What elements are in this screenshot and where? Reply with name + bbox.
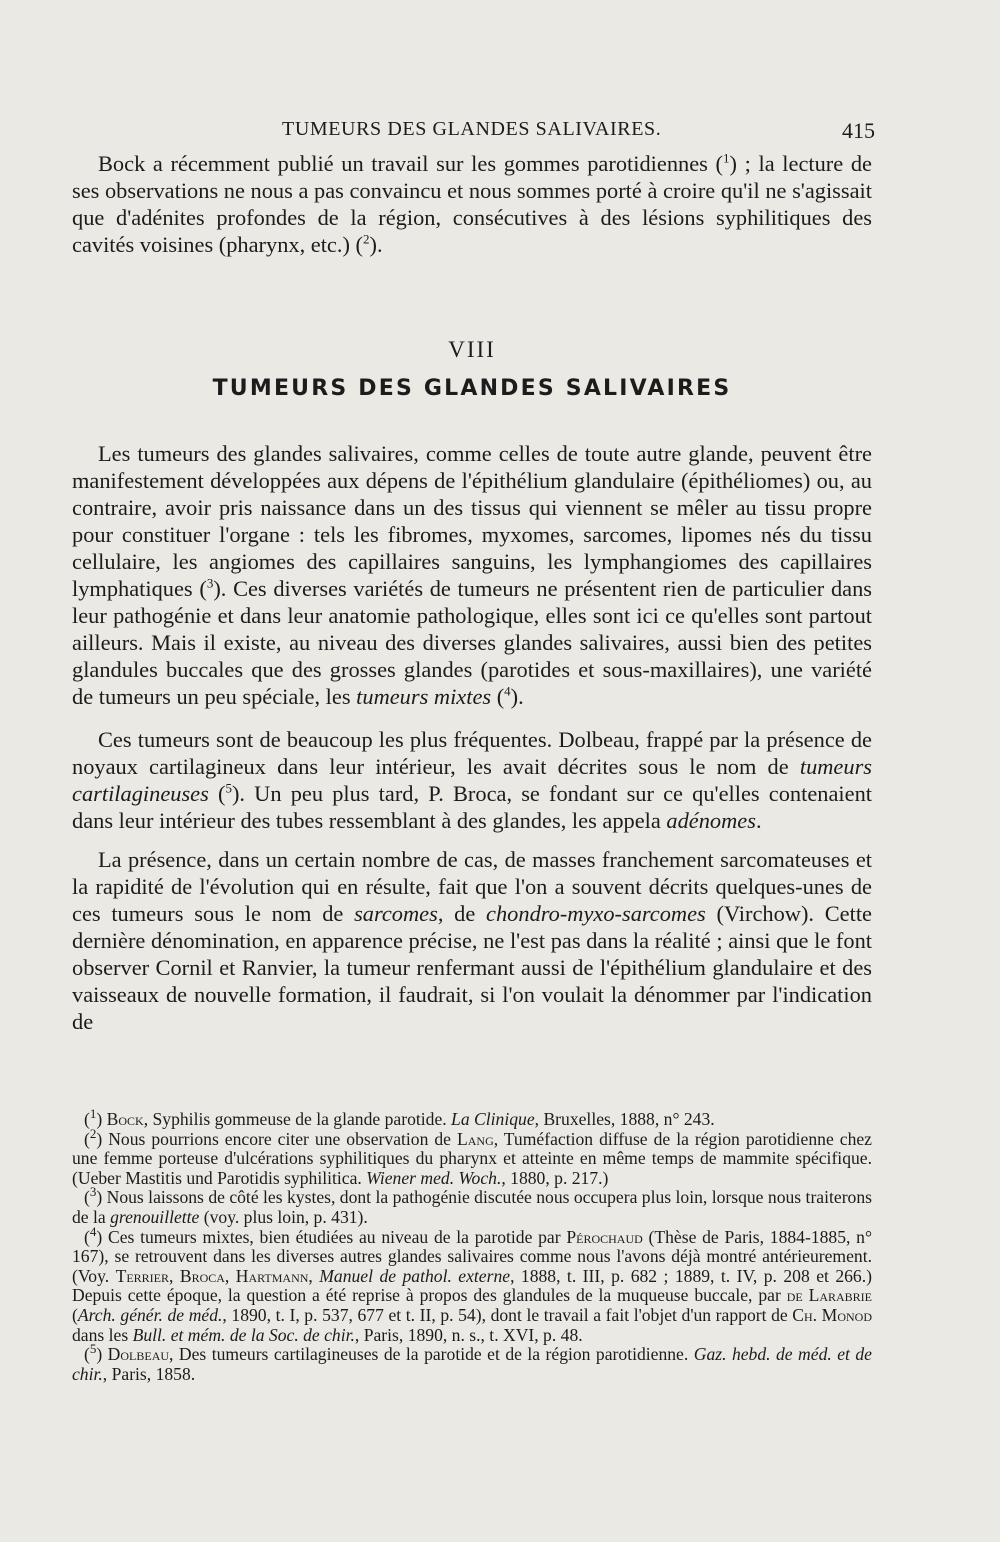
text-span: , — [308, 1265, 320, 1286]
text-span: Ces tumeurs mixtes, bien étudiées au niveau de la parotide par — [102, 1226, 567, 1247]
footnote: ($^4$) Ces tumeurs mixtes, bien étudiées au niveau de la parotide par Pérochaud (Thèse de Paris, 1884-1885, n° 167), se retrouvent dans les diverses autres glandes salivaires comme nous l'avons déjà montré antérieurement. (Voy. Terrier, Broca, Hartmann, Manuel de pathol. externe, 1888, t. III, p. 682 ; 1889, t. IV, p. 208 et 266.) Depuis cette époque, la question a été reprise à propos des glandules de la muqueuse buccale, par de Larabrie (Arch. génér. de méd., 1890, t. I, p. 537, 677 et t. II, p. 54), dont le travail a fait l'objet d'un rapport de Ch. Monod dans les Bull. et mém. de la Soc. de chir., Paris, 1890, n. s., t. XVI, p. 48. — [72, 1223, 873, 1345]
text-span: , Bruxelles, 1888, n° 243. — [534, 1109, 715, 1129]
text-span: dans les — [72, 1324, 133, 1345]
paragraph-intro — [72, 150, 872, 258]
emphasis: Wiener med. Woch. — [366, 1167, 502, 1188]
footnote: ($^1$) Bock, Syphilis gommeuse de la glande parotide. La Clinique, Bruxelles, 1888, n° 243. — [84, 1106, 715, 1129]
paragraph — [72, 440, 872, 710]
emphasis: Manuel de pathol. externe — [319, 1265, 511, 1286]
text-span: Bock a récemment publié un travail sur les gommes parotidiennes ( — [98, 151, 723, 176]
text-span: ). — [369, 232, 383, 257]
emphasis: sarcomes — [354, 901, 438, 926]
text-span: , 1888, t. III, p. 682 ; 1889, t. IV, p. 208 et 266.) Depuis cette époque, la question a été reprise à propos des glandules de la muqueuse buccale, par — [72, 1265, 872, 1306]
footnote: ($^3$) Nous laissons de côté les kystes, dont la pathogénie discutée nous occupera plus loin, lorsque nous traiterons de la grenouillette (voy. plus loin, p. 431). — [72, 1184, 872, 1227]
author-name: Bock — [106, 1109, 144, 1129]
footnote-number: 1 — [89, 1106, 97, 1122]
footnote-ref: 2 — [362, 231, 370, 247]
footnote-ref: 3 — [206, 575, 214, 591]
footnote-number: 5 — [89, 1341, 97, 1357]
emphasis: Bull. et mém. de la Soc. de chir. — [132, 1324, 355, 1345]
text-span: (Thèse de Paris, 1884-1885, n° 167), se retrouvent dans les diverses autres glandes salivaires comme nous l'avons déjà montré antérieurement. (Voy. — [72, 1226, 872, 1286]
text-span: Nous laissons de côté les kystes, dont la pathogénie discutée nous occupera plus loin, lorsque nous traiterons de la — [72, 1187, 872, 1227]
text-span: Ces tumeurs sont de beaucoup les plus fréquentes. Dolbeau, frappé par la présence de noyaux cartilagineux dans leur intérieur, les avait décrites sous le nom de — [72, 727, 872, 779]
text-span: , Tuméfaction diffuse de la région parotidienne chez une femme porteuse d'ulcérations syphilitiques du pharynx et atteinte en même temps de mammite spécifique. (Ueber Mastitis und Parotidis syphilitica. — [72, 1128, 872, 1188]
text-span: , Syphilis gommeuse de la glande parotide. — [143, 1109, 452, 1129]
text-span: (voy. plus loin, p. 431). — [199, 1206, 368, 1227]
text-span: , Paris, 1890, n. s., t. XVI, p. 48. — [354, 1324, 583, 1345]
author-name: Ch. Monod — [792, 1304, 872, 1325]
footnote-number: 2 — [89, 1125, 97, 1141]
emphasis: tumeurs mixtes — [356, 684, 492, 709]
author-name: Lang — [456, 1128, 494, 1149]
text-span: . — [755, 808, 762, 833]
text-span: ( — [491, 684, 505, 709]
footnote-ref: 4 — [504, 683, 511, 699]
footnote-number: 3 — [89, 1184, 97, 1200]
author-name: Pérochaud — [566, 1226, 643, 1247]
text-span: ( — [72, 1304, 78, 1325]
text-span: , de — [437, 901, 487, 926]
text-span: ( — [208, 781, 226, 806]
emphasis: Gaz. hebd. de méd. et de chir. — [72, 1344, 872, 1384]
text-span: La présence, dans un certain nombre de cas, de masses franchement sarcomateuses et la rapidité de l'évolution qui en résulte, fait que l'on a souvent décrits quelques-unes de ces tumeurs sous le nom de — [72, 847, 872, 926]
text-span: ). Un peu plus tard, P. Broca, se fondant sur ce qu'elles contenaient dans leur intérieur des tubes ressemblant à des glandes, les appela — [72, 781, 872, 833]
emphasis: adénomes — [666, 808, 756, 833]
paragraph — [72, 846, 872, 1035]
text-span: ). — [510, 684, 524, 709]
emphasis: Arch. génér. de méd. — [77, 1304, 223, 1325]
text-span: ). Ces diverses variétés de tumeurs ne présentent rien de particulier dans leur pathogénie et dans leur anatomie pathologique, elles sont ici ce qu'elles sont partout ailleurs. Mais il existe, au niveau des diverses glandes salivaires, aussi bien des petites glandules buccales que des grosses glandes (parotides et sous-maxillaires), une variété de tumeurs un peu spéciale, les — [72, 576, 873, 709]
running-title: TUMEURS DES GLANDES SALIVAIRES. — [282, 118, 662, 140]
text-span: (Virchow). Cette dernière dénomination, en apparence précise, ne l'est pas dans la réalité ; ainsi que le font observer Cornil et Ranvier, la tumeur renfermant aussi de l'épithélium glandulaire et des vaisseaux de nouvelle formation, il faudrait, si l'on voulait la dénommer par l'indication de — [72, 901, 872, 1034]
footnote-number: 4 — [89, 1223, 97, 1239]
footnote: ($^5$) Dolbeau, Des tumeurs cartilagineuses de la parotide et de la région parotidienne. Gaz. hebd. de méd. et de chir., Paris, 1858. — [72, 1341, 872, 1384]
emphasis: La Clinique — [451, 1109, 535, 1129]
main-text — [72, 150, 872, 1035]
text-span: , Paris, 1858. — [102, 1363, 196, 1384]
footnotes — [72, 1106, 873, 1384]
text-span: ) ; la lecture de ses observations ne nous a pas convaincu et nous sommes porté à croire qu'il ne s'agissait que d'adénites profondes de la région, consécutives à des lésions syphilitiques des cavités voisines (pharynx, etc.) ( — [72, 151, 872, 257]
footnote: ($^2$) Nous pourrions encore citer une observation de Lang, Tuméfaction diffuse de la région parotidienne chez une femme porteuse d'ulcérations syphilitiques du pharynx et atteinte en même temps de mammite spécifique. (Ueber Mastitis und Parotidis syphilitica. Wiener med. Woch., 1880, p. 217.) — [72, 1125, 872, 1188]
footnote-ref: 1 — [722, 150, 730, 166]
author-name: Terrier, Broca, Hartmann — [115, 1265, 309, 1286]
author-name: Dolbeau — [102, 1344, 170, 1365]
text-span: Nous pourrions encore citer une observation de — [102, 1128, 457, 1149]
emphasis: grenouillette — [110, 1206, 200, 1227]
footnote-ref: 5 — [225, 780, 232, 796]
emphasis: chondro-myxo-sarcomes — [486, 901, 706, 926]
author-name: de Larabrie — [786, 1285, 873, 1306]
running-head — [0, 118, 1000, 148]
section-title: TUMEURS DES GLANDES SALIVAIRES — [212, 376, 732, 401]
text-span: , 1890, t. I, p. 537, 677 et t. II, p. 54), dont le travail a fait l'objet d'un rapport de — [222, 1304, 793, 1325]
text-span: Les tumeurs des glandes salivaires, comme celles de toute autre glande, peuvent être manifestement développées aux dépens de l'épithélium glandulaire (épithéliomes) ou, au contraire, avoir pris naissance dans un des tissus qui viennent se mêler au tissu propre pour constituer l'organe : tels les fibromes, myxomes, sarcomes, lipomes nés du tissu cellulaire, les angiomes des capillaires sanguins, les lymphangiomes des capillaires lymphatiques ( — [72, 441, 872, 601]
text-span: , Des tumeurs cartilagineuses de la parotide et de la région parotidienne. — [169, 1344, 694, 1365]
section-number: VIII — [448, 337, 496, 362]
paragraph — [72, 726, 872, 834]
text-span: , 1880, p. 217.) — [501, 1167, 609, 1188]
page-number: 415 — [842, 118, 875, 143]
emphasis: tumeurs cartilagineuses — [72, 754, 872, 806]
